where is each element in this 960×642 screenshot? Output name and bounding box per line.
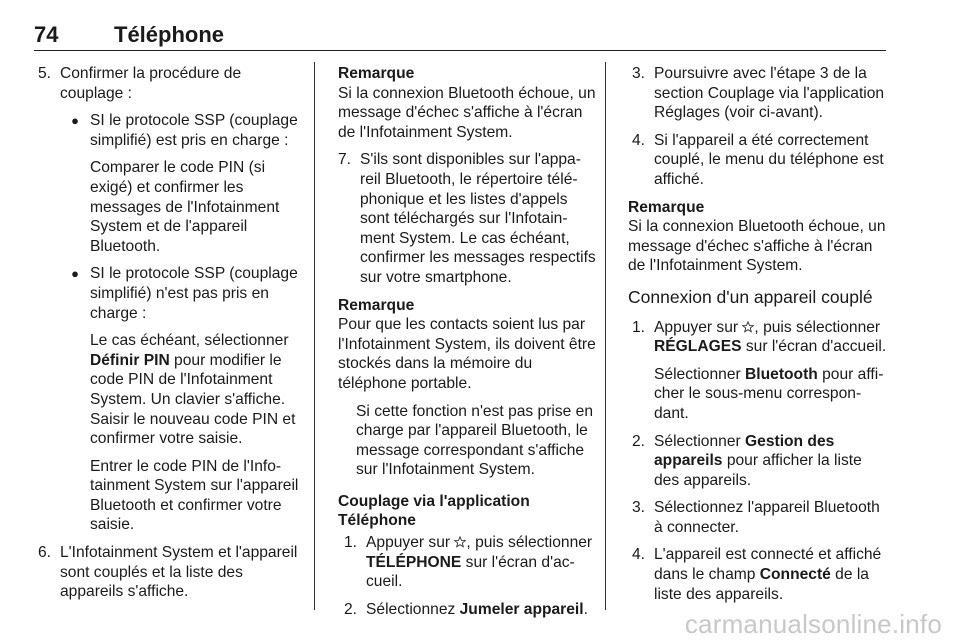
item-text: L'appareil est connecté et affiché dans le champ Connecté de la liste des appareils. <box>654 546 882 603</box>
bullet-heading: SI le protocole SSP (couplage simplifié) n'est pas pris en charge : <box>90 265 298 322</box>
item-number: 5. <box>38 65 52 82</box>
item-text: Sélectionnez l'appareil Bluetooth à connecter. <box>654 499 880 536</box>
list-item <box>628 131 890 190</box>
item-text: Sélectionner Bluetooth pour afficher le sous-menu correspondant. <box>654 365 884 422</box>
item-text: Si l'appareil a été correctement couplé, le menu du téléphone est affiché. <box>654 131 884 188</box>
section-heading: Connexion d'un appareil couplé <box>628 286 873 307</box>
page-number: 74 <box>34 22 59 47</box>
bullet-item <box>60 264 306 535</box>
list-item <box>628 545 890 604</box>
settings-label: RÉGLAGES <box>654 338 742 356</box>
bullet-text: Comparer le code PIN (si exigé) et confirmer les messages de l'Infotainment System et de l'appareil Bluetooth. <box>90 159 280 255</box>
list-item <box>38 543 306 602</box>
indented-text: Si cette fonction n'est pas prise en charge par l'appareil Bluetooth, le message correspondant s'affiche sur l'Infotainment System. <box>356 402 594 479</box>
page-header <box>34 0 886 51</box>
column-1 <box>38 64 306 610</box>
note-title: Remarque <box>338 296 415 314</box>
list-item <box>628 64 890 123</box>
item-number: 4. <box>632 131 646 149</box>
note-text: Pour que les contacts soient lus par l'Infotainment System, ils doivent être stockés dans la mémoire du téléphone portable. <box>338 316 596 392</box>
subsection-heading: Couplage via l'application Téléphone <box>338 492 530 530</box>
note-title: Remarque <box>628 198 705 216</box>
define-pin-label: Définir PIN <box>90 351 170 369</box>
list-item <box>338 600 596 620</box>
pair-device-label: Jumeler appareil <box>459 600 584 618</box>
list-item <box>338 150 596 287</box>
item-number: 3. <box>632 65 646 82</box>
bullet-text: Entrer le code PIN de l'Infotainment System sur l'appareil Bluetooth et confirmer votre saisie. <box>90 457 299 534</box>
item-text: Appuyer sur , puis sélectionner RÉGLAGES sur l'écran d'accueil. <box>654 318 887 356</box>
bullet-icon: ● <box>71 266 79 282</box>
connected-label: Connecté <box>759 566 831 584</box>
item-number: 1. <box>344 534 358 552</box>
column-divider <box>314 62 315 610</box>
item-number: 1. <box>632 318 646 336</box>
item-number: 4. <box>632 546 646 564</box>
item-number: 6. <box>38 544 52 562</box>
telephone-label: TÉLÉPHONE <box>366 553 462 571</box>
item-number: 2. <box>632 432 646 450</box>
item-text: Confirmer la procédure de couplage : <box>60 65 242 102</box>
item-number: 3. <box>632 499 646 517</box>
item-text: Poursuivre avec l'étape 3 de la section Couplage via l'application Réglages (voir ci-avant). <box>654 65 885 122</box>
note-block <box>338 64 596 142</box>
item-text: Sélectionnez Jumeler appareil. <box>366 600 588 618</box>
column-3 <box>628 64 890 612</box>
list-item <box>628 432 890 491</box>
home-star-icon <box>454 536 466 548</box>
home-star-icon <box>742 321 754 333</box>
note-text: Si la connexion Bluetooth échoue, un message d'échec s'affiche à l'écran de l'Infotainment System. <box>628 218 886 275</box>
list-item <box>338 533 596 592</box>
item-text: S'ils sont disponibles sur l'appareil Bluetooth, le répertoire téléphonique et les listes d'appels sont téléchargés sur l'Infotainment System. Le cas échéant, confirmer les messages respectifs sur votre smartphone. <box>360 151 596 286</box>
note-block <box>628 198 890 276</box>
list-item <box>628 498 890 537</box>
chapter-title: Téléphone <box>114 22 225 47</box>
device-management-label: Gestion des appareils <box>654 432 835 470</box>
bullet-heading: SI le protocole SSP (couplage simplifié) est pris en charge : <box>90 112 298 149</box>
column-2 <box>338 64 596 627</box>
note-block <box>338 296 596 394</box>
item-text: Sélectionner Gestion des appareils pour afficher la liste des appareils. <box>654 432 862 489</box>
bullet-text: Le cas échéant, sélectionner Définir PIN pour modifier le code PIN de l'Infotainment System. Un clavier s'affiche. Saisir le nouveau code PIN et confirmer votre saisie. <box>90 332 296 448</box>
column-divider <box>605 62 606 610</box>
list-item <box>628 318 890 424</box>
item-number: 2. <box>344 600 358 618</box>
list-item <box>38 64 306 535</box>
bullet-item <box>60 111 306 256</box>
bullet-icon: ● <box>71 113 79 129</box>
item-text: L'Infotainment System et l'appareil sont couplés et la liste des appareils s'affiche. <box>60 544 298 601</box>
item-text: Appuyer sur , puis sélectionner TÉLÉPHONE sur l'écran d'accueil. <box>366 534 593 591</box>
watermark: carmanualsonline.info <box>684 609 942 639</box>
bluetooth-label: Bluetooth <box>745 365 818 383</box>
note-title: Remarque <box>338 65 415 82</box>
item-number: 7. <box>338 151 352 169</box>
note-text: Si la connexion Bluetooth échoue, un message d'échec s'affiche à l'écran de l'Infotainment System. <box>338 84 596 141</box>
